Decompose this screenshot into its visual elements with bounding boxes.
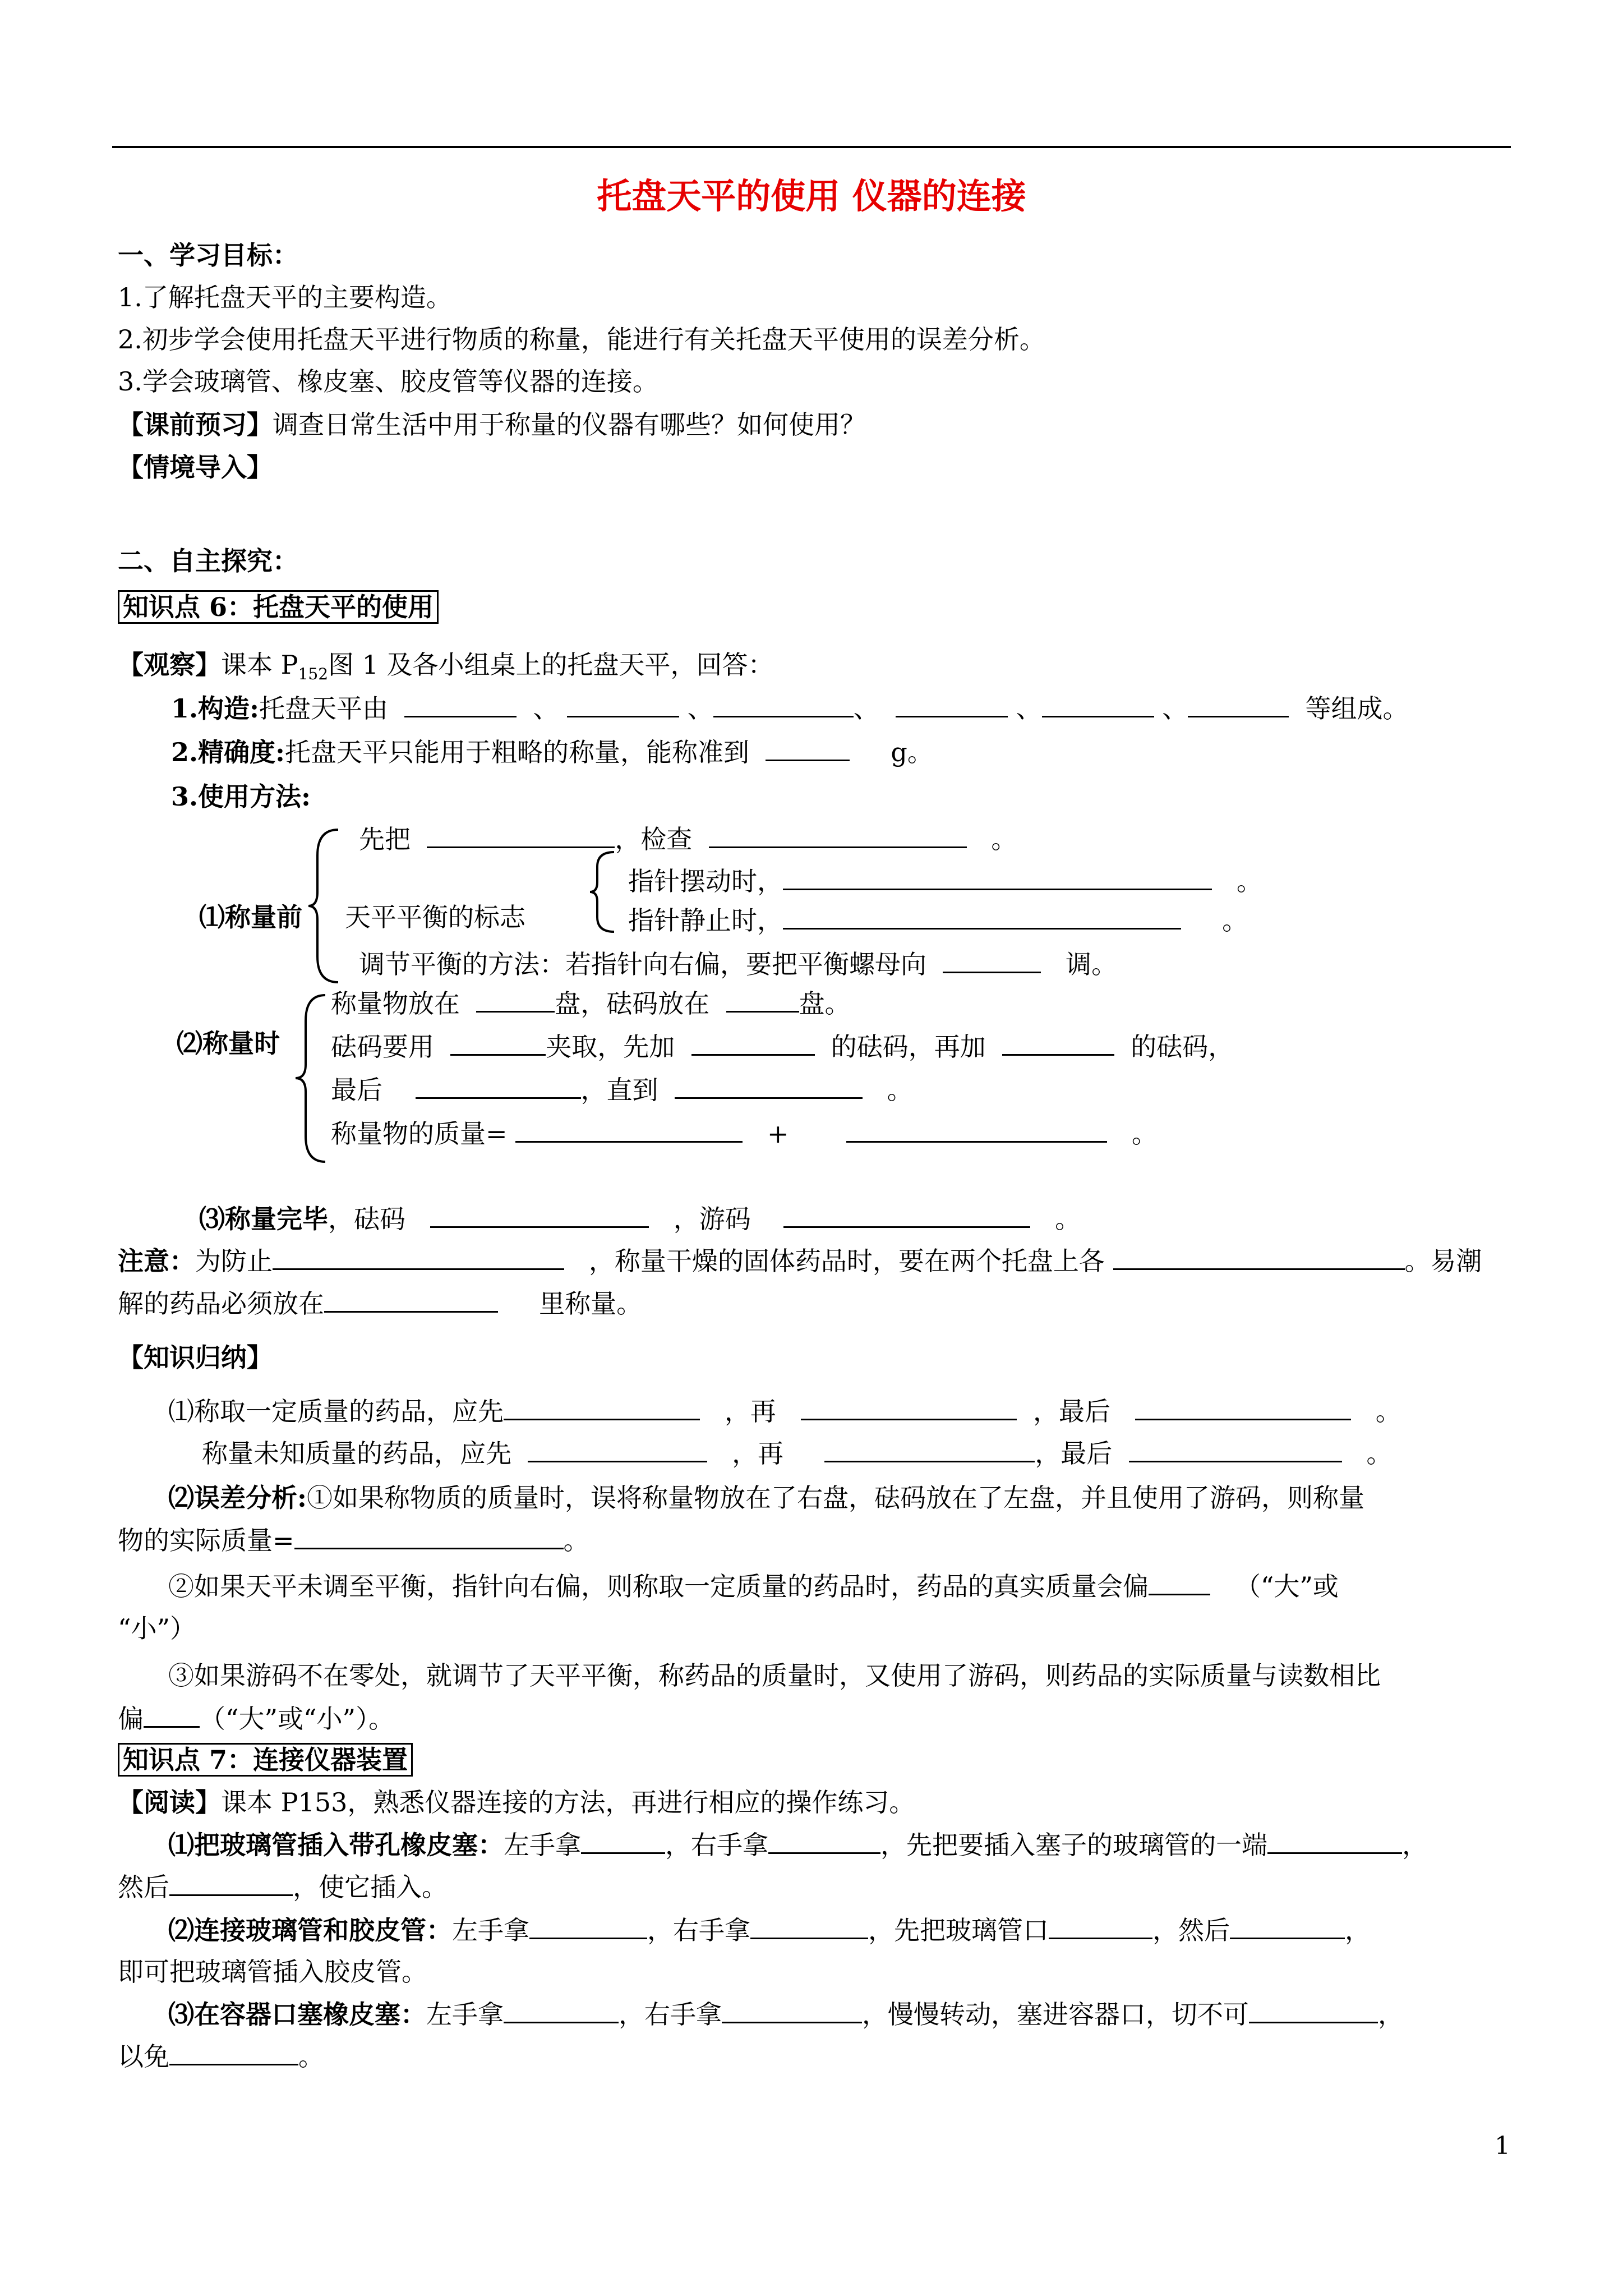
before-blank-2[interactable] (709, 822, 967, 848)
after-a: ，砝码 (328, 1204, 405, 1234)
sum-blank-6[interactable] (1129, 1436, 1342, 1462)
goal-3: 3.学会玻璃管、橡皮塞、胶皮管等仪器的连接。 (118, 366, 658, 397)
connect-1-blank-4[interactable] (169, 1870, 293, 1896)
note-line-1 (118, 1244, 1482, 1278)
error-line-3: ③如果游码不在零处，就调节了天平平衡，称药品的质量时，又使用了游码，则药品的实际质量与读数相比 (168, 1660, 1381, 1691)
error-blank-3[interactable] (144, 1701, 200, 1728)
connect-1-blank-1[interactable] (581, 1828, 665, 1854)
note-c: 。易潮 (1404, 1246, 1482, 1276)
connect-3-d: 以免 (118, 2041, 169, 2072)
right-hand: ，右手拿 (665, 1830, 768, 1860)
usage-label: 3.使用方法: (171, 781, 311, 812)
error-blank-1[interactable] (294, 1523, 564, 1549)
connect-1-d: 然后 (118, 1872, 169, 1902)
adjust-text: 调节平衡的方法：若指针向右偏，要把平衡螺母向 (359, 949, 926, 979)
connect-1b-line (118, 1870, 448, 1904)
connect-2-blank-1[interactable] (529, 1913, 647, 1939)
note-label: 注意： (118, 1246, 195, 1276)
after-line (199, 1202, 1081, 1236)
during-1-a: 称量物放在 (331, 988, 460, 1019)
period: 。 (298, 2041, 324, 2072)
summary-label: 【知识归纳】 (118, 1342, 273, 1373)
sum-blank-2[interactable] (801, 1394, 1017, 1420)
during-3-b: ，直到 (580, 1075, 658, 1105)
error-2-a: ②如果天平未调至平衡，指针向右偏，则称取一定质量的药品时，药品的真实质量会偏 (168, 1571, 1149, 1602)
read-line (118, 1786, 915, 1819)
construct-text: 托盘天平由 (259, 693, 389, 724)
during-1-c: 盘。 (799, 988, 851, 1019)
before-label: ⑴称量前 (199, 902, 302, 932)
comma: ， (1402, 1830, 1428, 1860)
connect-2-d: ，然后 (1152, 1915, 1230, 1945)
construct-blank-1[interactable] (404, 691, 517, 717)
observe-label: 【观察】 (118, 650, 221, 680)
observe-text-a: 课本 P (221, 650, 298, 680)
during-blank-7[interactable] (675, 1073, 863, 1099)
goal-2: 2.初步学会使用托盘天平进行物质的称量，能进行有关托盘天平使用的误差分析。 (118, 324, 1045, 355)
during-blank-5[interactable] (1002, 1029, 1114, 1056)
error-line-1b (118, 1523, 589, 1557)
during-blank-4[interactable] (691, 1029, 815, 1056)
left-hand: 左手拿 (426, 1999, 504, 2030)
construct-blank-6[interactable] (1188, 691, 1289, 717)
precision-line (171, 735, 933, 769)
connect-2-line (168, 1913, 1371, 1947)
connect-1-blank-2[interactable] (768, 1828, 880, 1854)
during-bracket (294, 993, 328, 1164)
during-4-a: 称量物的质量= (331, 1119, 508, 1149)
during-2-a: 砝码要用 (331, 1032, 434, 1062)
during-line-1 (331, 986, 851, 1020)
sum-blank-5[interactable] (824, 1436, 1035, 1462)
preview-text: 调查日常生活中用于称量的仪器有哪些？如何使用？ (273, 409, 866, 440)
after-label: ⑶称量完毕 (199, 1204, 328, 1234)
header-rule (112, 146, 1511, 148)
connect-3-blank-4[interactable] (169, 2039, 298, 2065)
construct-end: 等组成。 (1305, 693, 1409, 724)
sep: 、 (1016, 693, 1042, 724)
still-blank[interactable] (783, 903, 1181, 930)
connect-3-blank-3[interactable] (1249, 1997, 1378, 2023)
construct-blank-5[interactable] (1042, 691, 1154, 717)
section2-heading: 二、自主探究： (118, 546, 298, 576)
connect-3-label: ⑶在容器口塞橡皮塞： (168, 1999, 426, 2030)
adjust-blank[interactable] (943, 947, 1041, 973)
connect-2b-line: 即可把玻璃管插入胶皮管。 (118, 1957, 427, 1987)
swing-blank[interactable] (783, 864, 1212, 890)
error-blank-2[interactable] (1149, 1569, 1210, 1595)
note-line-2 (118, 1286, 642, 1320)
observe-page-sub: 152 (298, 665, 329, 683)
sum1-a: ⑴称取一定质量的药品，应先 (168, 1396, 504, 1427)
before-line-1 (359, 822, 1017, 856)
during-blank-9[interactable] (846, 1116, 1107, 1143)
still-text: 指针静止时， (628, 905, 783, 936)
period: 。 (1366, 1438, 1393, 1469)
during-blank-2[interactable] (726, 986, 799, 1013)
after-blank-1[interactable] (430, 1202, 649, 1228)
preview-line (118, 408, 866, 441)
swing-text: 指针摆动时， (628, 866, 783, 896)
connect-1-line (168, 1828, 1428, 1862)
summary-line-2 (202, 1436, 1392, 1470)
during-line-4 (331, 1116, 1158, 1151)
period: 。 (991, 824, 1017, 854)
sum-last: ，最后 (1033, 1396, 1110, 1427)
connect-1-e: ，使它插入。 (293, 1872, 448, 1902)
knowledge-point-6 (118, 590, 439, 624)
note2-a: 解的药品必须放在 (118, 1289, 324, 1319)
note-a: 为防止 (195, 1246, 273, 1276)
connect-1-c: ，先把要插入塞子的玻璃管的一端 (880, 1830, 1267, 1860)
swing-line (628, 864, 1262, 898)
period: 。 (887, 1075, 913, 1105)
left-hand: 左手拿 (452, 1915, 529, 1945)
summary-line-1 (168, 1394, 1401, 1428)
connect-3b-line (118, 2039, 324, 2073)
sum-last: ，最后 (1035, 1438, 1113, 1469)
observe-text-b: 图 1 及各小组桌上的托盘天平，回答： (328, 650, 774, 680)
comma: ， (1345, 1915, 1371, 1945)
construct-blank-3[interactable] (713, 691, 854, 717)
adjust-end: 调。 (1066, 949, 1118, 979)
read-text: 课本 P153，熟悉仪器连接的方法，再进行相应的操作练习。 (221, 1787, 915, 1818)
before-1-check: ，检查 (615, 824, 693, 854)
error-3-c: （“大”或“小”）。 (200, 1704, 395, 1734)
period: 。 (1055, 1204, 1081, 1234)
error-label: ⑵误差分析: (168, 1483, 307, 1513)
sep: 、 (533, 693, 559, 724)
sum-blank-3[interactable] (1135, 1394, 1351, 1420)
adjust-line (359, 947, 1117, 981)
note-blank-2[interactable] (1113, 1244, 1405, 1270)
during-2-c: 的砝码，再加 (831, 1032, 986, 1062)
intro-label: 【情境导入】 (118, 452, 273, 482)
sum-blank-1[interactable] (504, 1394, 700, 1420)
sum-then: ，再 (732, 1438, 784, 1469)
page-number: 1 (1495, 2132, 1510, 2160)
connect-2-blank-2[interactable] (750, 1913, 868, 1939)
during-blank-1[interactable] (476, 986, 555, 1013)
connect-2-c: ，先把玻璃管口 (868, 1915, 1049, 1945)
period: 。 (563, 1525, 589, 1556)
right-hand: ，右手拿 (619, 1999, 722, 2030)
comma: ， (1378, 1999, 1404, 2030)
note2-b: 里称量。 (539, 1289, 643, 1319)
sum2-a: 称量未知质量的药品，应先 (202, 1438, 511, 1469)
during-label: ⑵称量时 (177, 1028, 280, 1059)
kp6-box: 知识点 6：托盘天平的使用 (118, 590, 439, 624)
during-3-a: 最后 (331, 1075, 382, 1105)
page-title: 托盘天平的使用 仪器的连接 (597, 176, 1026, 217)
precision-unit: g。 (891, 737, 933, 767)
construct-blank-2[interactable] (567, 691, 679, 717)
connect-2-blank-4[interactable] (1230, 1913, 1345, 1939)
before-bracket (307, 827, 341, 984)
balance-sign-bracket (589, 850, 617, 934)
connect-2-label: ⑵连接玻璃管和胶皮管： (168, 1915, 452, 1945)
period: 。 (1222, 905, 1248, 936)
balance-sign: 天平平衡的标志 (345, 902, 525, 932)
sep: 、 (1162, 693, 1188, 724)
error-line-1 (168, 1481, 1364, 1515)
connect-2-blank-3[interactable] (1049, 1913, 1152, 1939)
during-line-3 (331, 1073, 913, 1107)
construct-label: 1.构造: (171, 693, 260, 724)
note-blank-1[interactable] (273, 1244, 564, 1270)
construct-blank-4[interactable] (896, 691, 1008, 717)
section1-heading: 一、学习目标： (118, 240, 298, 270)
knowledge-point-7 (118, 1743, 413, 1777)
precision-text: 托盘天平只能用于粗略的称量，能称准到 (285, 737, 750, 767)
sum-then: ，再 (724, 1396, 776, 1427)
during-2-d: 的砝码， (1131, 1032, 1234, 1062)
preview-label: 【课前预习】 (118, 409, 273, 440)
period: 。 (1131, 1119, 1158, 1149)
goal-1: 1.了解托盘天平的主要构造。 (118, 282, 452, 312)
sep: 、 (687, 693, 713, 724)
connect-3-line (168, 1997, 1404, 2031)
connect-1-label: ⑴把玻璃管插入带孔橡皮塞： (168, 1830, 504, 1860)
observe-line (118, 648, 774, 691)
precision-blank[interactable] (766, 735, 850, 761)
still-line (628, 903, 1248, 937)
read-label: 【阅读】 (118, 1787, 221, 1818)
connect-3-blank-1[interactable] (504, 1997, 619, 2023)
period: 。 (1375, 1396, 1401, 1427)
before-blank-1[interactable] (427, 822, 615, 848)
left-hand: 左手拿 (504, 1830, 581, 1860)
after-b: ，游码 (673, 1204, 751, 1234)
error-3-b: 偏 (118, 1704, 144, 1734)
during-line-2 (331, 1029, 1234, 1064)
during-blank-6[interactable] (416, 1073, 581, 1099)
error-line-2 (168, 1569, 1339, 1603)
during-2-b: 夹取，先加 (546, 1032, 675, 1062)
kp7-box: 知识点 7：连接仪器装置 (118, 1743, 413, 1777)
precision-label: 2.精确度: (171, 737, 285, 767)
construct-line (171, 691, 1409, 725)
before-1-text: 先把 (359, 824, 411, 854)
error-line-3b (118, 1701, 394, 1736)
during-blank-3[interactable] (450, 1029, 546, 1056)
during-blank-8[interactable] (515, 1116, 743, 1143)
after-blank-2[interactable] (783, 1202, 1030, 1228)
period: 。 (1236, 866, 1262, 896)
error-line-2b: “小”） (118, 1613, 196, 1644)
note-b: ，称量干燥的固体药品时，要在两个托盘上各 (588, 1246, 1105, 1276)
plus-sign: + (767, 1119, 789, 1149)
error-1-b: 物的实际质量= (118, 1525, 294, 1556)
error-1-a: ①如果称物质的质量时，误将称量物放在了右盘，砝码放在了左盘，并且使用了游码，则称量 (306, 1483, 1364, 1513)
connect-3-c: ，慢慢转动，塞进容器口，切不可 (862, 1999, 1249, 2030)
sum-blank-4[interactable] (528, 1436, 707, 1462)
note-blank-3[interactable] (324, 1286, 498, 1313)
connect-3-blank-2[interactable] (722, 1997, 862, 2023)
sep: 、 (853, 693, 879, 724)
during-1-b: 盘，砝码放在 (555, 988, 710, 1019)
right-hand: ，右手拿 (647, 1915, 750, 1945)
connect-1-blank-3[interactable] (1267, 1828, 1402, 1854)
error-2-b: （“大”或 (1234, 1571, 1339, 1602)
